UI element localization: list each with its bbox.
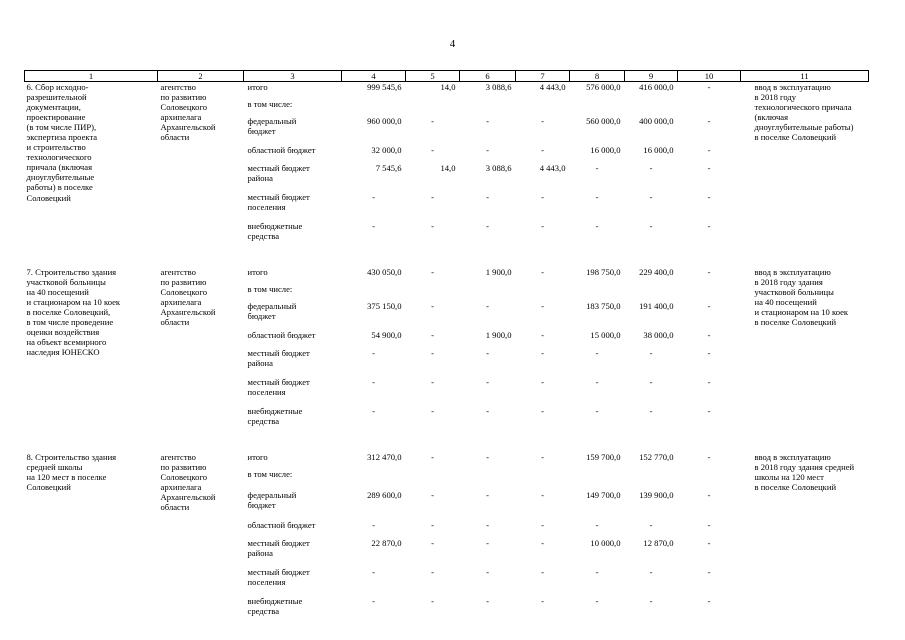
amount-cell: - [541,347,544,358]
project-name [25,267,158,440]
funding-source-line: района [247,357,273,368]
project-name [25,452,158,630]
amount-cell: - [541,300,544,311]
project-name-line: участковой больницы [26,276,106,287]
expected-result-line: ввод в эксплуатацию [754,82,831,92]
amount-cell: - [707,376,711,387]
amount-cell: - [431,329,434,340]
amount-cell: - [595,595,599,606]
amount-cell: - [707,489,711,500]
column-number: 9 [625,71,678,82]
amount-cell: - [707,82,711,92]
amount-cell: 3 088,6 [485,82,512,92]
project-name-line: оценки воздействия [26,326,100,337]
amount-cell: - [707,537,711,548]
table-row [25,452,869,469]
amount-cell: 191 400,0 [639,300,674,311]
funding-source-line: итого [247,451,268,462]
amount-cell: 4 443,0 [539,162,566,173]
amount-cell [406,99,460,116]
amount-cell: - [649,191,653,202]
amount-cell [460,469,516,490]
project-name-line: Соловецкий [26,192,71,203]
amount-cell [570,469,625,490]
funding-source-line: бюджет [247,499,276,510]
funding-source-line: средства [247,415,280,426]
group-spacer [25,440,869,452]
project-name-line: дноуглубительные [26,172,95,183]
agency-line: по развитию [160,92,207,103]
amount-cell: - [431,347,434,358]
funding-source-line: итого [247,266,268,277]
amount-cell: 22 870,0 [371,537,402,548]
amount-cell: - [541,537,544,548]
expected-result-line: школы на 120 мест [754,471,824,482]
agency-line: Соловецкого [160,286,208,297]
expected-result-line: в 2018 году здания средней [754,461,855,472]
amount-cell [516,469,570,490]
project-name-line: 7. Строительство здания [26,266,117,277]
funding-source [244,377,342,406]
amount-cell: 416 000,0 [639,82,674,92]
project-name-line: средней школы [26,461,83,472]
column-number: 6 [460,71,516,82]
project-name-line: 6. Сбор исходно- [26,82,89,92]
column-number: 8 [570,71,625,82]
amount-cell: 312 470,0 [367,451,402,462]
funding-source-line: района [247,547,273,558]
funding-source [244,116,342,145]
amount-cell: - [486,451,489,462]
project-name-line: наследия ЮНЕСКО [26,346,100,357]
funding-source-line: местный бюджет [247,566,310,577]
amount-cell: - [372,595,375,606]
funding-source [244,520,342,538]
agency-line: Архангельской [160,306,216,317]
amount-cell: - [595,347,599,358]
funding-source-line: бюджет [247,310,276,321]
column-number: 2 [158,71,244,82]
funding-source [244,406,342,440]
agency-line: по развитию [160,276,207,287]
agency-line: области [160,316,190,327]
amount-cell [625,99,678,116]
amount-cell: 430 050,0 [367,266,402,277]
agency-line: архипелага [160,481,202,492]
amount-cell [406,284,460,301]
expected-result-line: (включая [754,112,789,123]
amount-cell: 4 443,0 [539,82,566,92]
amount-cell: - [649,162,653,173]
amount-cell: - [649,519,653,530]
amount-cell: 54 900,0 [371,329,402,340]
funding-source [244,469,342,490]
funding-source-line: областной бюджет [247,519,316,530]
funding-source-line: областной бюджет [247,329,316,340]
funding-source-line: в том числе: [247,468,293,479]
amount-cell: - [431,376,434,387]
amount-cell [625,284,678,301]
table-body [25,82,869,630]
spacer-cell [25,440,869,452]
funding-source-line: поселения [247,576,286,587]
funding-source-line: местный бюджет [247,376,310,387]
amount-cell: 152 770,0 [639,451,674,462]
project-name-line: и строительство [26,142,86,153]
amount-cell: - [372,519,375,530]
amount-cell [570,284,625,301]
funding-source-line: областной бюджет [247,144,316,155]
amount-cell [625,469,678,490]
amount-cell: - [707,144,711,155]
amount-cell: - [707,451,711,462]
amount-cell: - [431,537,434,548]
amount-cell: - [541,405,544,416]
amount-cell: - [372,220,375,231]
amount-cell: - [707,329,711,340]
amount-cell [516,99,570,116]
column-number: 5 [406,71,460,82]
amount-cell: - [431,451,434,462]
amount-cell: - [431,489,434,500]
project-name-line: на 40 посещений [26,286,89,297]
expected-result-line: ввод в эксплуатацию [754,451,831,462]
funding-source [244,82,342,99]
amount-cell: - [486,347,489,358]
expected-result-line: в 2018 году [754,92,797,103]
funding-source [244,567,342,596]
amount-cell: - [486,489,489,500]
amount-cell: - [372,191,375,202]
responsible-agency [158,267,244,440]
funding-source-line: внебюджетные [247,595,303,606]
amount-cell: - [541,519,544,530]
amount-cell: - [649,566,653,577]
amount-cell: - [541,191,544,202]
funding-source [244,284,342,301]
amount-cell: - [486,537,489,548]
amount-cell: - [707,191,711,202]
amount-cell: - [707,519,711,530]
amount-cell: - [595,405,599,416]
funding-source [244,596,342,630]
expected-result-line: технологического причала [754,102,852,113]
expected-result [741,267,869,440]
amount-cell: - [431,405,434,416]
funding-source [244,163,342,192]
project-name-line: в поселке Соловецкий, [26,306,111,317]
project-name-line: на 120 мест в поселке [26,471,107,482]
amount-cell: 999 545,6 [367,82,402,92]
amount-cell: 12 870,0 [643,537,674,548]
funding-source-line: местный бюджет [247,347,310,358]
amount-cell: - [431,266,434,277]
amount-cell: - [595,519,599,530]
amount-cell: - [541,489,544,500]
amount-cell: - [707,405,711,416]
amount-cell: 10 000,0 [590,537,621,548]
funding-source-line: поселения [247,201,286,212]
expected-result-line: в поселке Соловецкий [754,316,837,327]
funding-source [244,538,342,567]
amount-cell [406,469,460,490]
project-name-line: работы) в поселке [26,182,93,193]
project-name-line: технологического [26,152,92,163]
amount-cell: - [707,347,711,358]
funding-source [244,452,342,469]
amount-cell: - [541,266,544,277]
project-name-line: (в том числе ПИР), [26,122,97,133]
page-number: 4 [449,38,456,50]
funding-source-line: федеральный [247,300,297,311]
amount-cell: - [431,595,434,606]
column-number: 11 [741,71,869,82]
amount-cell: - [707,115,711,126]
expected-result-line: ввод в эксплуатацию [754,266,831,277]
amount-cell: - [372,566,375,577]
agency-line: агентство [160,451,196,462]
amount-cell: 15 000,0 [590,329,621,340]
expected-result-line: дноуглубительные работы) [754,122,854,133]
amount-cell: 229 400,0 [639,266,674,277]
amount-cell: - [486,595,489,606]
column-number: 3 [244,71,342,82]
amount-cell: 183 750,0 [586,300,621,311]
column-number: 1 [25,71,158,82]
amount-cell: - [649,220,653,231]
amount-cell: 7 545,6 [375,162,402,173]
amount-cell: 289 600,0 [367,489,402,500]
amount-cell: - [541,329,544,340]
amount-cell: - [431,191,434,202]
budget-table [24,70,869,630]
project-name-line: проектирование [26,112,86,123]
agency-line: Архангельской [160,491,216,502]
amount-cell: 1 900,0 [485,266,512,277]
amount-cell: - [372,376,375,387]
spacer-cell [25,255,869,267]
amount-cell: 38 000,0 [643,329,674,340]
amount-cell: 375 150,0 [367,300,402,311]
funding-source [244,348,342,377]
amount-cell: 139 900,0 [639,489,674,500]
funding-source-line: внебюджетные [247,220,303,231]
funding-source [244,330,342,348]
amount-cell: - [649,595,653,606]
amount-cell: - [595,566,599,577]
funding-source [244,490,342,520]
project-name-line: документации, [26,102,81,113]
funding-source-line: бюджет [247,125,276,136]
funding-source [244,145,342,163]
funding-source [244,267,342,284]
responsible-agency [158,82,244,255]
amount-cell [678,99,741,116]
amount-cell: 198 750,0 [586,266,621,277]
amount-cell: - [372,347,375,358]
amount-cell: - [707,266,711,277]
amount-cell: - [595,162,599,173]
amount-cell [342,469,406,490]
project-name-line: разрешительной [26,92,87,103]
agency-line: Соловецкого [160,102,208,113]
funding-source [244,301,342,330]
expected-result [741,82,869,255]
amount-cell: - [431,519,434,530]
project-name-line: на объект всемирного [26,336,107,347]
agency-line: Соловецкого [160,471,208,482]
amount-cell [570,99,625,116]
funding-source-line: в том числе: [247,283,293,294]
funding-source [244,192,342,221]
amount-cell: - [707,595,711,606]
amount-cell: 1 900,0 [485,329,512,340]
amount-cell: - [486,566,489,577]
amount-cell: - [541,451,544,462]
amount-cell: - [486,115,489,126]
amount-cell: 3 088,6 [485,162,512,173]
group-spacer [25,255,869,267]
amount-cell: - [595,220,599,231]
amount-cell: - [486,191,489,202]
amount-cell: 400 000,0 [639,115,674,126]
amount-cell: - [649,405,653,416]
amount-cell: - [486,519,489,530]
amount-cell [678,469,741,490]
funding-source-line: местный бюджет [247,162,310,173]
agency-line: области [160,132,190,143]
funding-source-line: итого [247,82,268,92]
project-name-line: и стационаром на 10 коек [26,296,121,307]
project-name-line: Соловецкий [26,481,71,492]
expected-result [741,452,869,630]
funding-source [244,99,342,116]
funding-source-line: в том числе: [247,98,293,109]
agency-line: агентство [160,82,196,92]
agency-line: агентство [160,266,196,277]
project-name-line: экспертиза проекта [26,132,98,143]
expected-result-line: участковой больницы [754,286,834,297]
agency-line: архипелага [160,112,202,123]
amount-cell: - [649,376,653,387]
amount-cell: 159 700,0 [586,451,621,462]
amount-cell: - [431,220,434,231]
amount-cell: 576 000,0 [586,82,621,92]
expected-result-line: в поселке Соловецкий [754,481,837,492]
amount-cell: - [541,566,544,577]
column-number: 7 [516,71,570,82]
table-row [25,267,869,284]
amount-cell: - [541,115,544,126]
amount-cell: 32 000,0 [371,144,402,155]
amount-cell: 14,0 [440,162,456,173]
amount-cell: - [486,405,489,416]
amount-cell: - [431,300,434,311]
funding-source-line: средства [247,605,280,616]
amount-cell [342,99,406,116]
agency-line: архипелага [160,296,202,307]
funding-source-line: федеральный [247,489,297,500]
amount-cell: 560 000,0 [586,115,621,126]
amount-cell: - [431,115,434,126]
project-name-line: в том числе проведение [26,316,114,327]
amount-cell [342,284,406,301]
expected-result-line: на 40 посещений [754,296,817,307]
amount-cell: - [707,162,711,173]
amount-cell: - [431,144,434,155]
amount-cell: - [486,144,489,155]
amount-cell: - [541,220,544,231]
column-number: 10 [678,71,741,82]
amount-cell: - [486,376,489,387]
amount-cell: - [649,347,653,358]
column-number-row [25,71,869,82]
amount-cell [516,284,570,301]
amount-cell: 16 000,0 [643,144,674,155]
agency-line: области [160,501,190,512]
amount-cell: 149 700,0 [586,489,621,500]
amount-cell [460,284,516,301]
amount-cell: 14,0 [440,82,456,92]
expected-result-line: в 2018 году здания [754,276,823,287]
agency-line: по развитию [160,461,207,472]
amount-cell: - [372,405,375,416]
project-name [25,82,158,255]
amount-cell [460,99,516,116]
amount-cell [678,284,741,301]
funding-source [244,221,342,255]
amount-cell: - [486,300,489,311]
amount-cell: - [541,595,544,606]
amount-cell: 960 000,0 [367,115,402,126]
column-number: 4 [342,71,406,82]
amount-cell: - [595,191,599,202]
agency-line: Архангельской [160,122,216,133]
amount-cell: - [541,376,544,387]
funding-source-line: федеральный [247,115,297,126]
funding-source-line: района [247,172,273,183]
amount-cell: - [541,144,544,155]
amount-cell: - [486,220,489,231]
amount-cell: - [431,566,434,577]
funding-source-line: местный бюджет [247,537,310,548]
table-row [25,82,869,99]
responsible-agency [158,452,244,630]
amount-cell: - [707,220,711,231]
expected-result-line: и стационаром на 10 коек [754,306,849,317]
funding-source-line: средства [247,230,280,241]
funding-source-line: внебюджетные [247,405,303,416]
funding-source-line: местный бюджет [247,191,310,202]
amount-cell: - [595,376,599,387]
expected-result-line: в поселке Соловецкий [754,132,837,143]
project-name-line: причала (включая [26,162,93,173]
amount-cell: - [707,300,711,311]
project-name-line: 8. Строительство здания [26,451,117,462]
amount-cell: - [707,566,711,577]
amount-cell: 16 000,0 [590,144,621,155]
funding-source-line: поселения [247,386,286,397]
